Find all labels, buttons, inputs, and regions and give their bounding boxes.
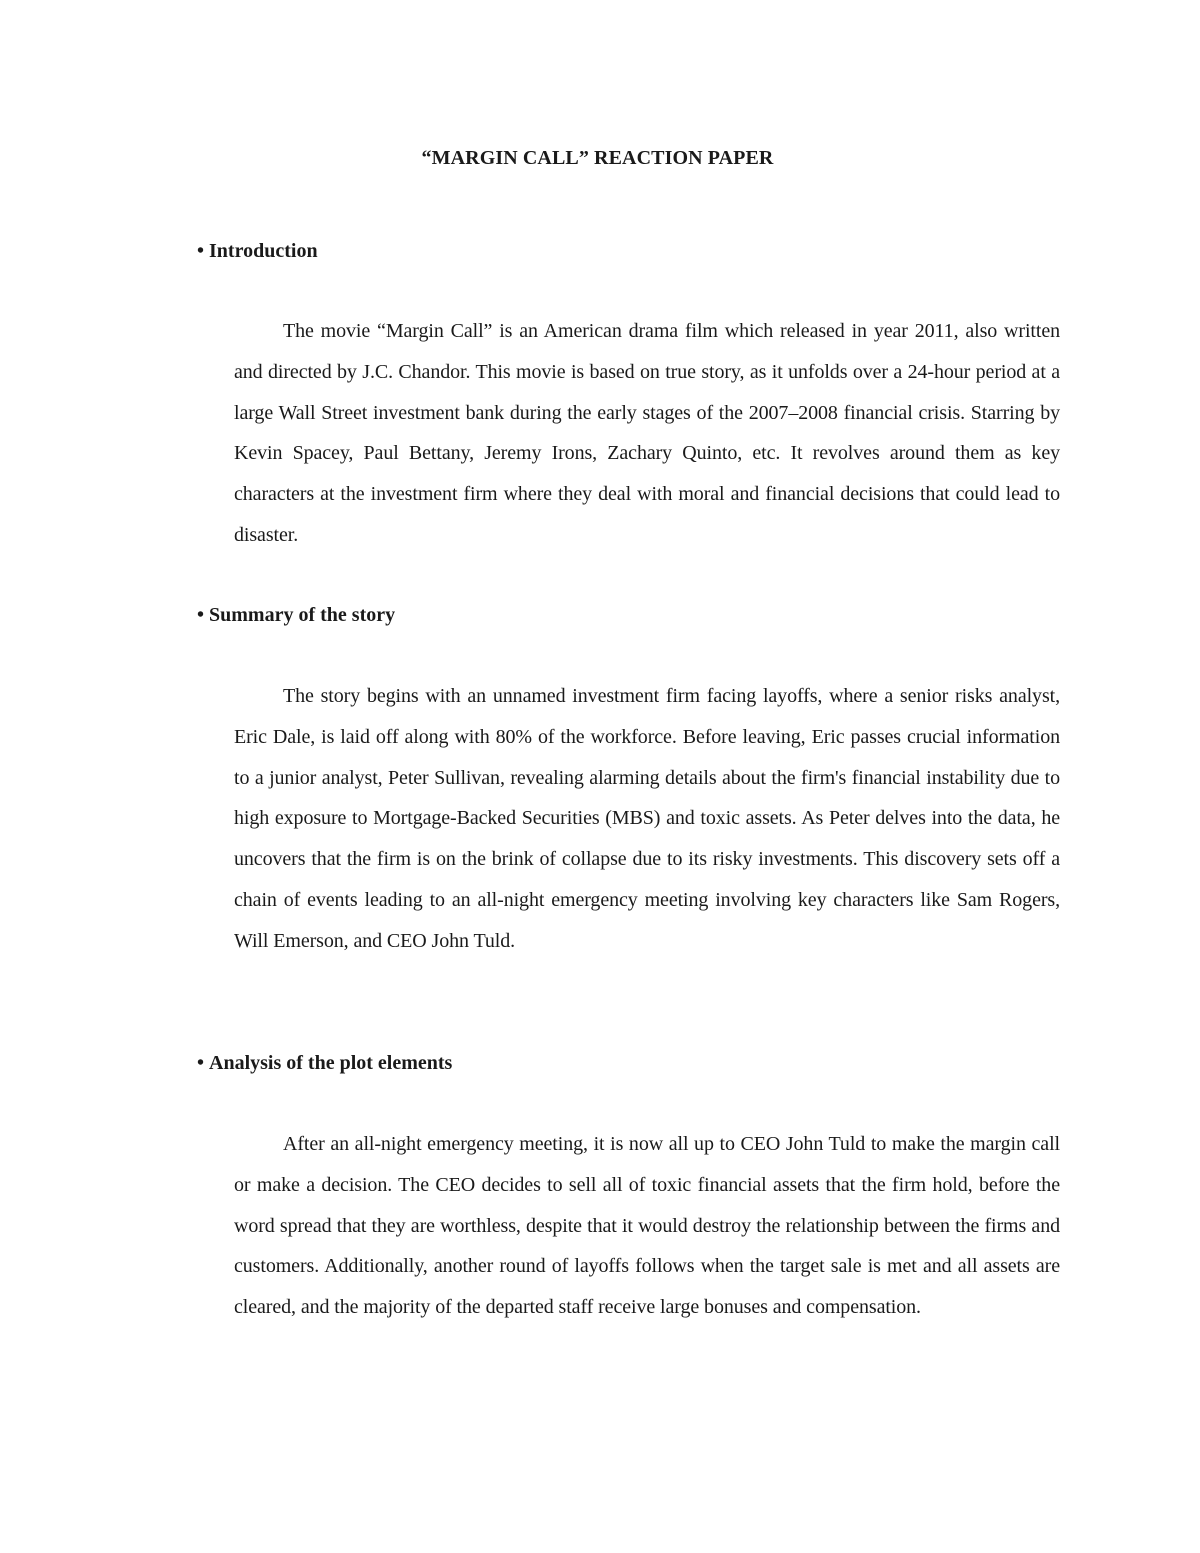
section-heading-introduction [197, 237, 318, 265]
page-title: “MARGIN CALL” REACTION PAPER [421, 147, 774, 169]
bullet-icon: • [197, 604, 205, 626]
paragraph-analysis: After an all-night emergency meeting, it is now all up to CEO John Tuld to make the margin call or make a decision. The CEO decides to sell all of toxic financial assets that the firm hold, before the word spread that they are worthless, despite that it would destroy the relationship between the firms and customers. Additionally, another round of layoffs follows when the target sale is met and all assets are cleared, and the majority of the departed staff receive large bonuses and compensation. [234, 1133, 1060, 1319]
section-heading-label: Introduction [209, 240, 318, 262]
bullet-icon: • [197, 1052, 205, 1074]
section-heading-analysis [197, 1049, 452, 1077]
section-heading-label: Analysis of the plot elements [209, 1052, 453, 1074]
section-heading-label: Summary of the story [209, 604, 396, 626]
bullet-icon: • [197, 240, 205, 262]
section-heading-summary [197, 601, 395, 629]
paragraph-summary: The story begins with an unnamed investment firm facing layoffs, where a senior risks analyst, Eric Dale, is laid off along with 80% of the workforce. Before leaving, Eric passes crucial information to a junior analyst, Peter Sullivan, revealing alarming details about the firm's financial instability due to high exposure to Mortgage-Backed Securities (MBS) and toxic assets. As Peter delves into the data, he uncovers that the firm is on the brink of collapse due to its risky investments. This discovery sets off a chain of events leading to an all-night emergency meeting involving key characters like Sam Rogers, Will Emerson, and CEO John Tuld. [234, 685, 1060, 952]
paragraph-introduction: The movie “Margin Call” is an American drama film which released in year 2011, also written and directed by J.C. Chandor. This movie is based on true story, as it unfolds over a 24-hour period at a large Wall Street investment bank during the early stages of the 2007–2008 financial crisis. Starring by Kevin Spacey, Paul Bettany, Jeremy Irons, Zachary Quinto, etc. It revolves around them as key characters at the investment firm where they deal with moral and financial decisions that could lead to disaster. [234, 320, 1060, 546]
